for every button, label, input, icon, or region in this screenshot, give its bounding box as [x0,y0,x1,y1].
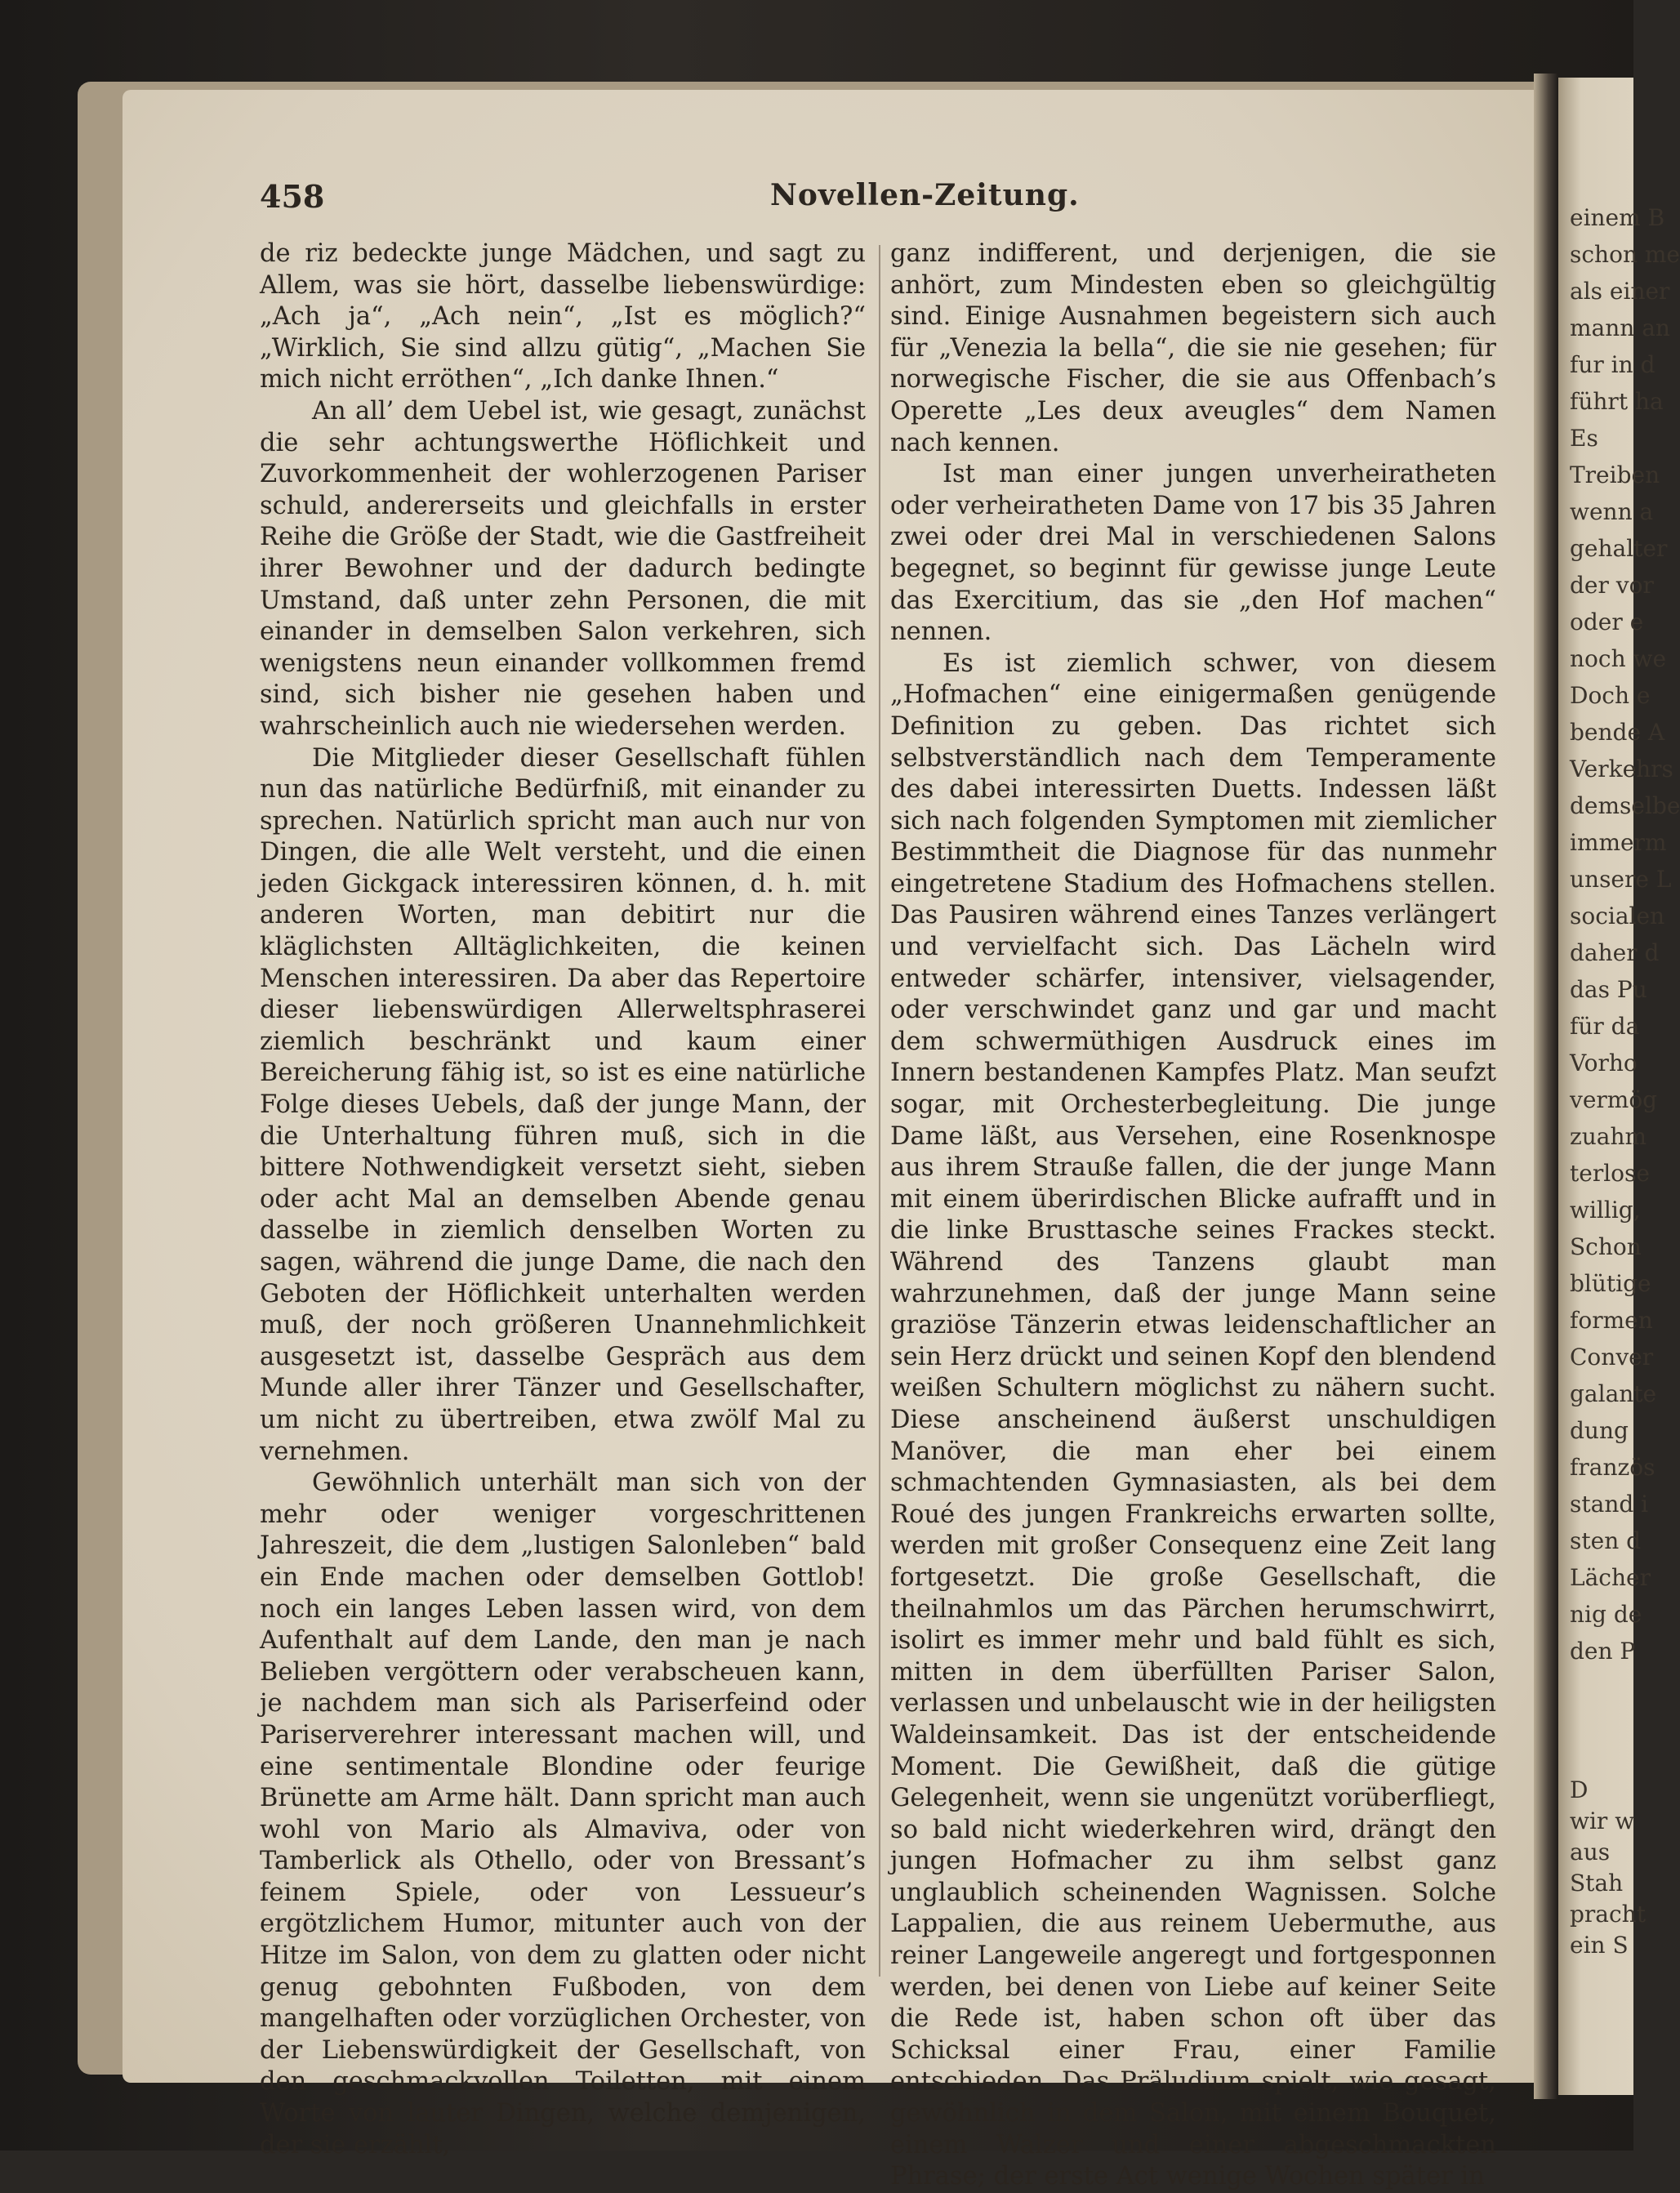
column-divider [879,245,880,1977]
next-page-text-fragment: terlose [1570,1160,1650,1187]
page-header [260,178,1509,227]
next-page-text-fragment: Verkehrs [1570,756,1673,782]
next-page-text-fragment: noch we [1570,645,1667,672]
next-page-text-fragment: sten d [1570,1527,1642,1554]
next-page-text-fragment: führt ha [1570,388,1664,415]
next-page-text-fragment: D [1570,1776,1589,1803]
next-page-text-fragment: Doch e [1570,682,1651,709]
next-page-text-fragment: Es [1570,425,1598,452]
paragraph: Gewöhnlich unterhält man sich von der mehr oder weniger vorgeschrittenen Jahreszeit, die dem „lustigen Salonleben“ bald ein Ende machen oder demselben Gottlob! noch ein langes Leben lassen wird, von dem Aufenthalt auf dem Lande, den man je nach Belieben vergöttern oder verabscheuen kann, je nachdem man sich als Pariserfeind oder Pariserverehrer interessant machen will, und eine sentimentale Blondine oder feurige Brünette am Arme hält. Dann spricht man auch wohl von Mario als Almaviva, oder von Tamberlick als Othello, oder von Bressant’s feinem Spiele, oder von Lessueur’s ergötzlichem Humor, mitunter auch von der Hitze im Salon, von dem zu glatten oder nicht genug gebohnten Fußboden, von dem mangelhaften oder vorzüglichen Orchester, von der Liebenswürdigkeit der Gesellschaft, von den geschmackvollen Toiletten, mit einem Worte von lauter Dingen, welche demjenigen, der sie erzählt, [260,1469,866,2160]
next-page-text-fragment: wir w [1570,1807,1635,1834]
left-column [260,238,866,2161]
next-page-text-fragment: immerm [1570,829,1667,856]
next-page-text-fragment: blütige [1570,1270,1651,1297]
next-page-text-fragment: wenn a [1570,498,1654,525]
next-page-text-fragment: einem B [1570,204,1665,231]
next-page-text-fragment: willig, [1570,1197,1641,1224]
next-page-text-fragment: dung [1570,1417,1629,1444]
next-page-text-fragment: für da [1570,1013,1640,1040]
next-page-text-fragment: stand i [1570,1491,1649,1518]
next-page-text-fragment: socialen [1570,903,1665,929]
next-page-text-fragment: vermög [1570,1086,1658,1113]
next-page-text-fragment: Lächer [1570,1564,1651,1591]
next-page-text-fragment: nig de [1570,1601,1642,1628]
next-page-text-fragment: schon me [1570,241,1680,268]
right-column [890,238,1496,2193]
next-page-text-fragment: Treiben [1570,461,1660,488]
next-page-text-fragment: Stah [1570,1870,1624,1897]
page-number: 458 [260,178,325,215]
next-page-text-fragment: französ [1570,1454,1655,1481]
next-page-text-fragment: Vorho [1570,1050,1638,1076]
paragraph: Die Mitglieder dieser Gesellschaft fühlen nun das natürliche Bedürfniß, mit einander zu sprechen. Natürlich spricht man auch nur von Dingen, die alle Welt versteht, und die einen jeden Gickgack interessiren können, d. h. mit anderen Worten, man debitirt nur die kläglichsten Alltäglichkeiten, die keinen Menschen interessiren. Da aber das Repertoire dieser liebenswürdigen Allerweltsphraserei ziemlich beschränkt und kaum einer Bereicherung fähig ist, so ist es eine natürliche Folge dieses Uebels, daß der junge Mann, der die Unterhaltung führen muß, sich in die bittere Nothwendigkeit versetzt sieht, sieben oder acht Mal an demselben Abende genau dasselbe in ziemlich denselben Worten zu sagen, während die junge Dame, die nach den Geboten der Höflichkeit unterhalten werden muß, der noch größeren Unannehmlichkeit ausgesetzt ist, dasselbe Gespräch aus dem Munde aller ihrer Tänzer und Gesellschafter, um nicht zu übertreiben, etwa zwölf Mal zu vernehmen. [260,743,866,1466]
next-page-text-fragment: den P [1570,1638,1636,1665]
next-page-fragment [1558,78,1680,2095]
next-page-text-fragment: aus [1570,1839,1611,1865]
next-page-text-fragment: Conver [1570,1344,1654,1371]
next-page-text-fragment: unsere L [1570,866,1672,893]
next-page-text-fragment: pracht [1570,1901,1646,1928]
next-page-text-fragment: daher d [1570,939,1660,966]
running-title: Novellen-Zeitung. [770,178,1080,212]
next-page-text-fragment: mann an [1570,314,1670,341]
next-page-text-fragment: formen [1570,1307,1653,1334]
next-page-text-fragment: der vor [1570,572,1654,599]
paragraph: Es ist ziemlich schwer, von diesem „Hofmachen“ eine einigermaßen genügende Definition zu geben. Das richtet sich selbstverständlich nach dem Temperamente des dabei interessirten Duetts. Indessen läßt sich nach folgenden Symptomen mit ziemlicher Bestimmtheit die Diagnose für das nunmehr eingetretene Stadium des Hofmachens stellen. Das Pausiren während eines Tanzes verlängert und vervielfacht sich. Das Lächeln wird entweder schärfer, intensiver, vielsagender, oder verschwindet ganz und gar und macht dem schwermüthigen Ausdruck eines im Innern bestandenen Kampfes Platz. Man seufzt sogar, mit Orchesterbegleitung. Die junge Dame läßt, aus Versehen, eine Rosenknospe aus ihrem Strauße fallen, die der junge Mann mit einem überirdischen Blicke aufrafft und in die linke Brusttasche seines Frackes steckt. Während des Tanzens glaubt man wahrzunehmen, daß der junge Mann seine graziöse Tänzerin etwas leidenschaftlicher an sein Herz drückt und seinen Kopf den blendend weißen Schultern möglichst zu nähern sucht. Diese anscheinend äußerst unschuldigen Manöver, die man eher bei einem schmachtenden Gymnasiasten, als bei dem Roué des jungen Frankreichs erwarten sollte, werden mit großer Consequenz eine Zeit lang fortgesetzt. Die große Gesellschaft, die theilnahmlos um das Pärchen herumschwirrt, isolirt es immer mehr und bald fühlt es sich, mitten in dem überfüllten Pariser Salon, verlassen und unbelauscht wie in der heiligsten Waldeinsamkeit. Das ist der entscheidende Moment. Die Gewißheit, daß die gütige Gelegenheit, wenn sie ungenützt vorüberfliegt, so bald nicht wiederkehren wird, drängt den jungen Hofmacher zu ihm selbst ganz unglaublich scheinenden Wagnissen. Solche Lappalien, die aus reinem Uebermuthe, aus reiner Langeweile angeregt und fortgesponnen werden, bei denen von Liebe auf keiner Seite die Rede ist, haben schon oft über das Schicksal einer Frau, einer Familie entschieden. Das Präludium spielt, wie gesagt, gewöhnlich in dem Salon, mit einem Bouquet, einem Walzer und einer abgeschmackten Phrase; der erste Act wenige Wochen später in [890,649,1496,2191]
next-page-text-fragment: das Pu [1570,976,1647,1003]
next-page-text-fragment: Schon [1570,1233,1642,1260]
paragraph: An all’ dem Uebel ist, wie gesagt, zunächst die sehr achtungswerthe Höflichkeit und Zuvorkommenheit der wohlerzogenen Pariser schuld, andererseits und gleichfalls in erster Reihe die Größe der Stadt, wie die Gastfreiheit ihrer Bewohner und der dadurch bedingte Umstand, daß unter zehn Personen, die mit einander in demselben Salon verkehren, sich wenigstens neun einander vollkommen fremd sind, sich bisher nie gesehen haben und wahrscheinlich auch nie wiedersehen werden. [260,396,866,741]
next-page-text-fragment: fur in d [1570,351,1655,378]
paragraph: Ist man einer jungen unverheiratheten oder verheiratheten Dame von 17 bis 35 Jahren zwei oder drei Mal in verschiedenen Salons begegnet, so beginnt für gewisse junge Leute das Exercitium, das sie „den Hof machen“ nennen. [890,460,1496,647]
next-page-text-fragment: oder e [1570,608,1644,635]
next-page-text-fragment: bende A [1570,719,1665,746]
paragraph: de riz bedeckte junge Mädchen, und sagt zu Allem, was sie hört, dasselbe liebenswürdige: „Ach ja“, „Ach nein“, „Ist es möglich?“ „Wirklich, Sie sind allzu gütig“, „Machen Sie mich nicht erröthen“, „Ich danke Ihnen.“ [260,239,866,394]
paragraph: ganz indifferent, und derjenigen, die sie anhört, zum Mindesten eben so gleichgültig sind. Einige Ausnahmen begeistern sich auch für „Venezia la bella“, die sie nie gesehen; für norwegische Fischer, die sie aus Offenbach’s Operette „Les deux aveugles“ dem Namen nach kennen. [890,239,1496,457]
next-page-text-fragment: als einer [1570,278,1670,305]
next-page-text-fragment: demselbe [1570,792,1680,819]
next-page-text-fragment: galante [1570,1380,1657,1407]
book-spine [1534,74,1558,2099]
next-page-text-fragment: zuahm [1570,1123,1647,1150]
next-page-text-fragment: ein S [1570,1932,1629,1959]
next-page-text-fragment: gehalter [1570,535,1668,562]
